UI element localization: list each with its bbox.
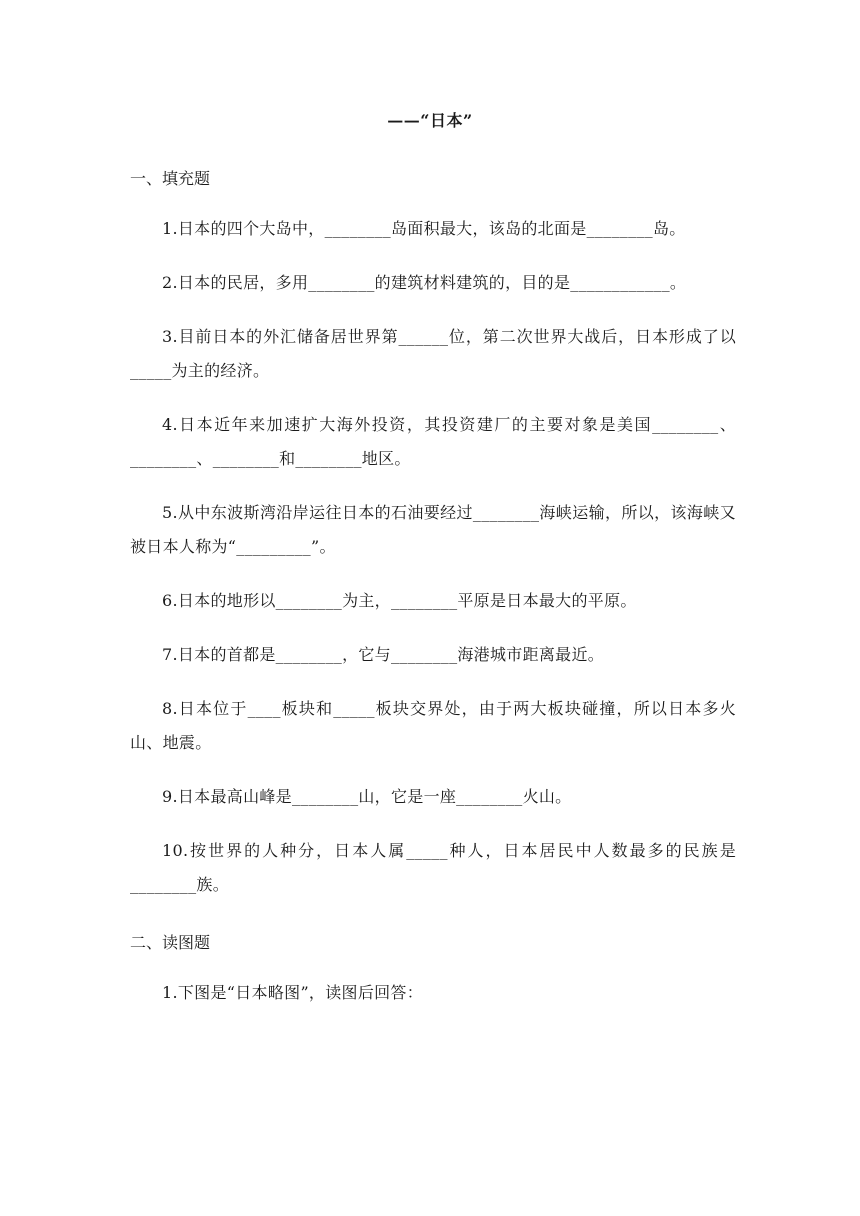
- question-6: 6.日本的地形以________为主，________平原是日本最大的平原。: [162, 591, 637, 610]
- question-9: 9.日本最高山峰是________山，它是一座________火山。: [162, 787, 572, 806]
- map-question-1: 1.下图是“日本略图”，读图后回答：: [162, 983, 424, 1002]
- section-heading-fill-in: 一、填充题: [130, 169, 211, 188]
- question-1: 1.日本的四个大岛中，________岛面积最大，该岛的北面是________岛。: [162, 219, 686, 238]
- question-10: 10.按世界的人种分，日本人属_____种人，日本居民中人数最多的民族是________族。: [130, 841, 736, 894]
- question-7: 7.日本的首都是________，它与________海港城市距离最近。: [162, 645, 605, 664]
- document-title: ——“日本”: [387, 111, 473, 130]
- section-heading-map-reading: 二、读图题: [130, 933, 211, 952]
- question-4: 4.日本近年来加速扩大海外投资，其投资建厂的主要对象是美国________、________、________和________地区。: [130, 415, 736, 468]
- question-2: 2.日本的民居，多用________的建筑材料建筑的，目的是____________。: [162, 273, 687, 292]
- question-3: 3.目前日本的外汇储备居世界第______位，第二次世界大战后，日本形成了以_____为主的经济。: [130, 327, 736, 380]
- question-5: 5.从中东波斯湾沿岸运往日本的石油要经过________海峡运输，所以，该海峡又被日本人称为“_________”。: [130, 503, 736, 556]
- question-8: 8.日本位于____板块和_____板块交界处，由于两大板块碰撞，所以日本多火山、地震。: [130, 699, 736, 752]
